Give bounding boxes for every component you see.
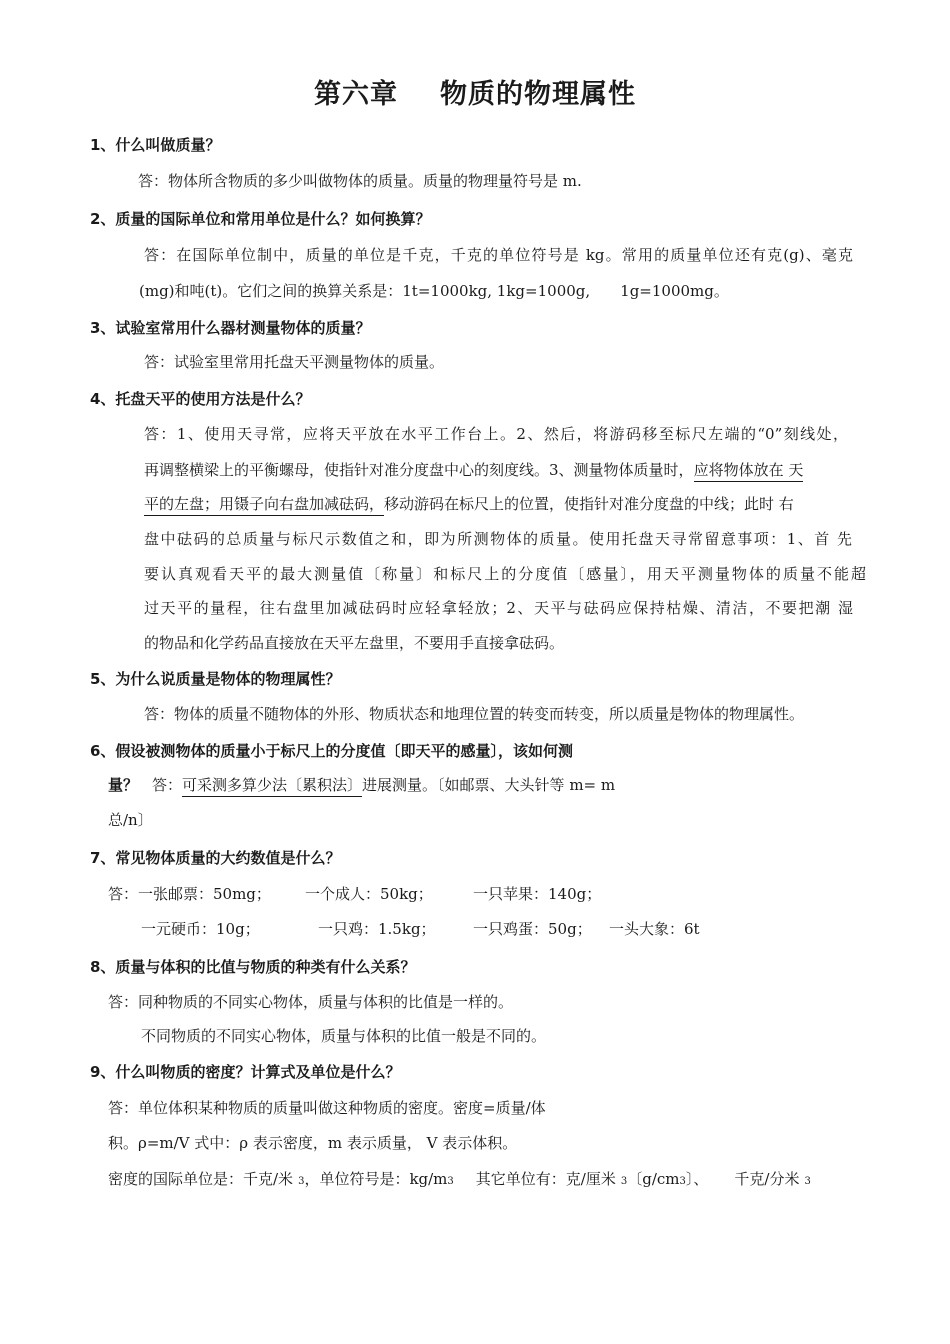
- question-3: 3、试验室常用什么器材测量物体的质量？: [90, 319, 371, 337]
- answer-4-underlined-a: 应将物体放在 天: [694, 461, 804, 482]
- answer-7-item-coin: 一元硬币：10g；: [141, 920, 260, 938]
- answer-4-line-6: 过天平的量程，往右盘里加减砝码时应轻拿轻放；2、天平与砝码应保持枯燥、清洁，不要把潮 湿: [144, 599, 853, 617]
- density-gcm-close: 〕、: [685, 1170, 709, 1188]
- density-si-symbol: ，单位符号是：kg/m: [304, 1170, 448, 1188]
- answer-7-item-apple: 一只苹果：140g；: [473, 885, 602, 903]
- density-kgdm: 千克/分米: [734, 1170, 800, 1188]
- answer-1-line-1: 答：物体所含物质的多少叫做物体的质量。质量的物理量符号是 m.: [138, 172, 582, 190]
- question-7: 7、常见物体质量的大约数值是什么？: [90, 849, 341, 867]
- answer-5-line-1: 答：物体的质量不随物体的外形、物质状态和地理位置的转变而转变，所以质量是物体的物理属性。: [144, 705, 805, 723]
- question-1: 1、什么叫做质量？: [90, 136, 221, 154]
- answer-8-line-2: 不同物质的不同实心物体，质量与体积的比值一般是不同的。: [141, 1027, 547, 1045]
- answer-7-item-stamp: 答：一张邮票：50mg；: [108, 885, 271, 903]
- answer-9-line-3: [108, 1169, 811, 1192]
- superscript-3: 3: [620, 1176, 628, 1187]
- answer-6-line-1: [108, 775, 615, 795]
- answer-6-prefix: 答：: [152, 776, 183, 794]
- answer-6-method: 可采测多算少法〔累积法〕: [182, 776, 362, 797]
- answer-2-conversion-a: (mg)和吨(t)。它们之间的换算关系是：1t=1000kg, 1kg=1000g,: [139, 282, 591, 300]
- question-6: 6、假设被测物体的质量小于标尺上的分度值〔即天平的感量〕，该如何测: [90, 742, 573, 760]
- answer-6-line-2: 总/n〕: [108, 811, 153, 829]
- question-6-continued: 量？: [108, 776, 139, 794]
- answer-4-line-2-a: 再调整横梁上的平衡螺母，使指针对准分度盘中心的刻度线。3、测量物体质量时，: [144, 461, 694, 479]
- answer-4-line-3: [144, 494, 860, 514]
- answer-7-item-egg: 一只鸡蛋：50g；: [473, 920, 592, 938]
- answer-6-suffix: 进展测量。〔如邮票、大头针等 m= m: [362, 776, 616, 794]
- answer-2-line-1: 答：在国际单位制中，质量的单位是千克，千克的单位符号是 kg。常用的质量单位还有克(g)、毫克: [144, 246, 853, 264]
- question-9: 9、什么叫物质的密度？计算式及单位是什么？: [90, 1063, 401, 1081]
- answer-7-item-chicken: 一只鸡：1.5kg；: [318, 920, 436, 938]
- answer-3-line-1: 答：试验室里常用托盘天平测量物体的质量。: [144, 353, 445, 371]
- chapter-name: 物质的物理属性: [440, 79, 636, 110]
- answer-4-line-4: 盘中砝码的总质量与标尺示数值之和，即为所测物体的质量。使用托盘天寻常留意事项：1、首 先: [144, 530, 852, 548]
- answer-4-line-5: 要认真观看天平的最大测量值〔称量〕和标尺上的分度值〔感量〕，用天平测量物体的质量不能超: [144, 565, 866, 583]
- answer-9-line-1: 答：单位体积某种物质的质量叫做这种物质的密度。密度=质量/体: [108, 1099, 546, 1117]
- density-other-units: 其它单位有：克/厘米: [475, 1170, 616, 1188]
- question-5: 5、为什么说质量是物体的物理属性？: [90, 670, 341, 688]
- answer-8-line-1: 答：同种物质的不同实心物体，质量与体积的比值是一样的。: [108, 993, 514, 1011]
- answer-4-line-3-b: 移动游码在标尺上的位置，使指针对准分度盘的中线；此时 右: [384, 495, 794, 513]
- page-title: [0, 72, 950, 111]
- question-8: 8、质量与体积的比值与物质的种类有什么关系？: [90, 958, 416, 976]
- superscript-3: 3: [298, 1176, 305, 1187]
- density-gcm: 〔g/cm: [627, 1170, 680, 1188]
- superscript-3: 3: [679, 1176, 686, 1187]
- answer-7-item-elephant: 一头大象：6t: [609, 920, 700, 938]
- answer-4-underlined-b: 平的左盘；用镊子向右盘加减砝码，: [144, 495, 384, 516]
- answer-7-item-adult: 一个成人：50kg；: [305, 885, 433, 903]
- answer-4-line-7: 的物品和化学药品直接放在天平左盘里，不要用手直接拿砝码。: [144, 634, 565, 652]
- superscript-3: 3: [447, 1176, 454, 1187]
- answer-2-line-2: [139, 281, 729, 301]
- density-si-unit: 密度的国际单位是：千克/米: [108, 1170, 294, 1188]
- answer-4-line-1: 答：1、使用天寻常，应将天平放在水平工作台上。2、然后，将游码移至标尺左端的“0”刻线处，: [144, 425, 848, 443]
- answer-2-conversion-b: 1g=1000mg。: [620, 282, 729, 300]
- answer-9-line-2: 积。ρ=m/V 式中：ρ 表示密度，m 表示质量， V 表示体积。: [108, 1134, 518, 1152]
- chapter-number: 第六章: [314, 79, 398, 110]
- superscript-3: 3: [804, 1176, 811, 1187]
- answer-4-line-2: [144, 460, 867, 480]
- question-4: 4、托盘天平的使用方法是什么？: [90, 390, 311, 408]
- question-2: 2、质量的国际单位和常用单位是什么？如何换算？: [90, 210, 431, 228]
